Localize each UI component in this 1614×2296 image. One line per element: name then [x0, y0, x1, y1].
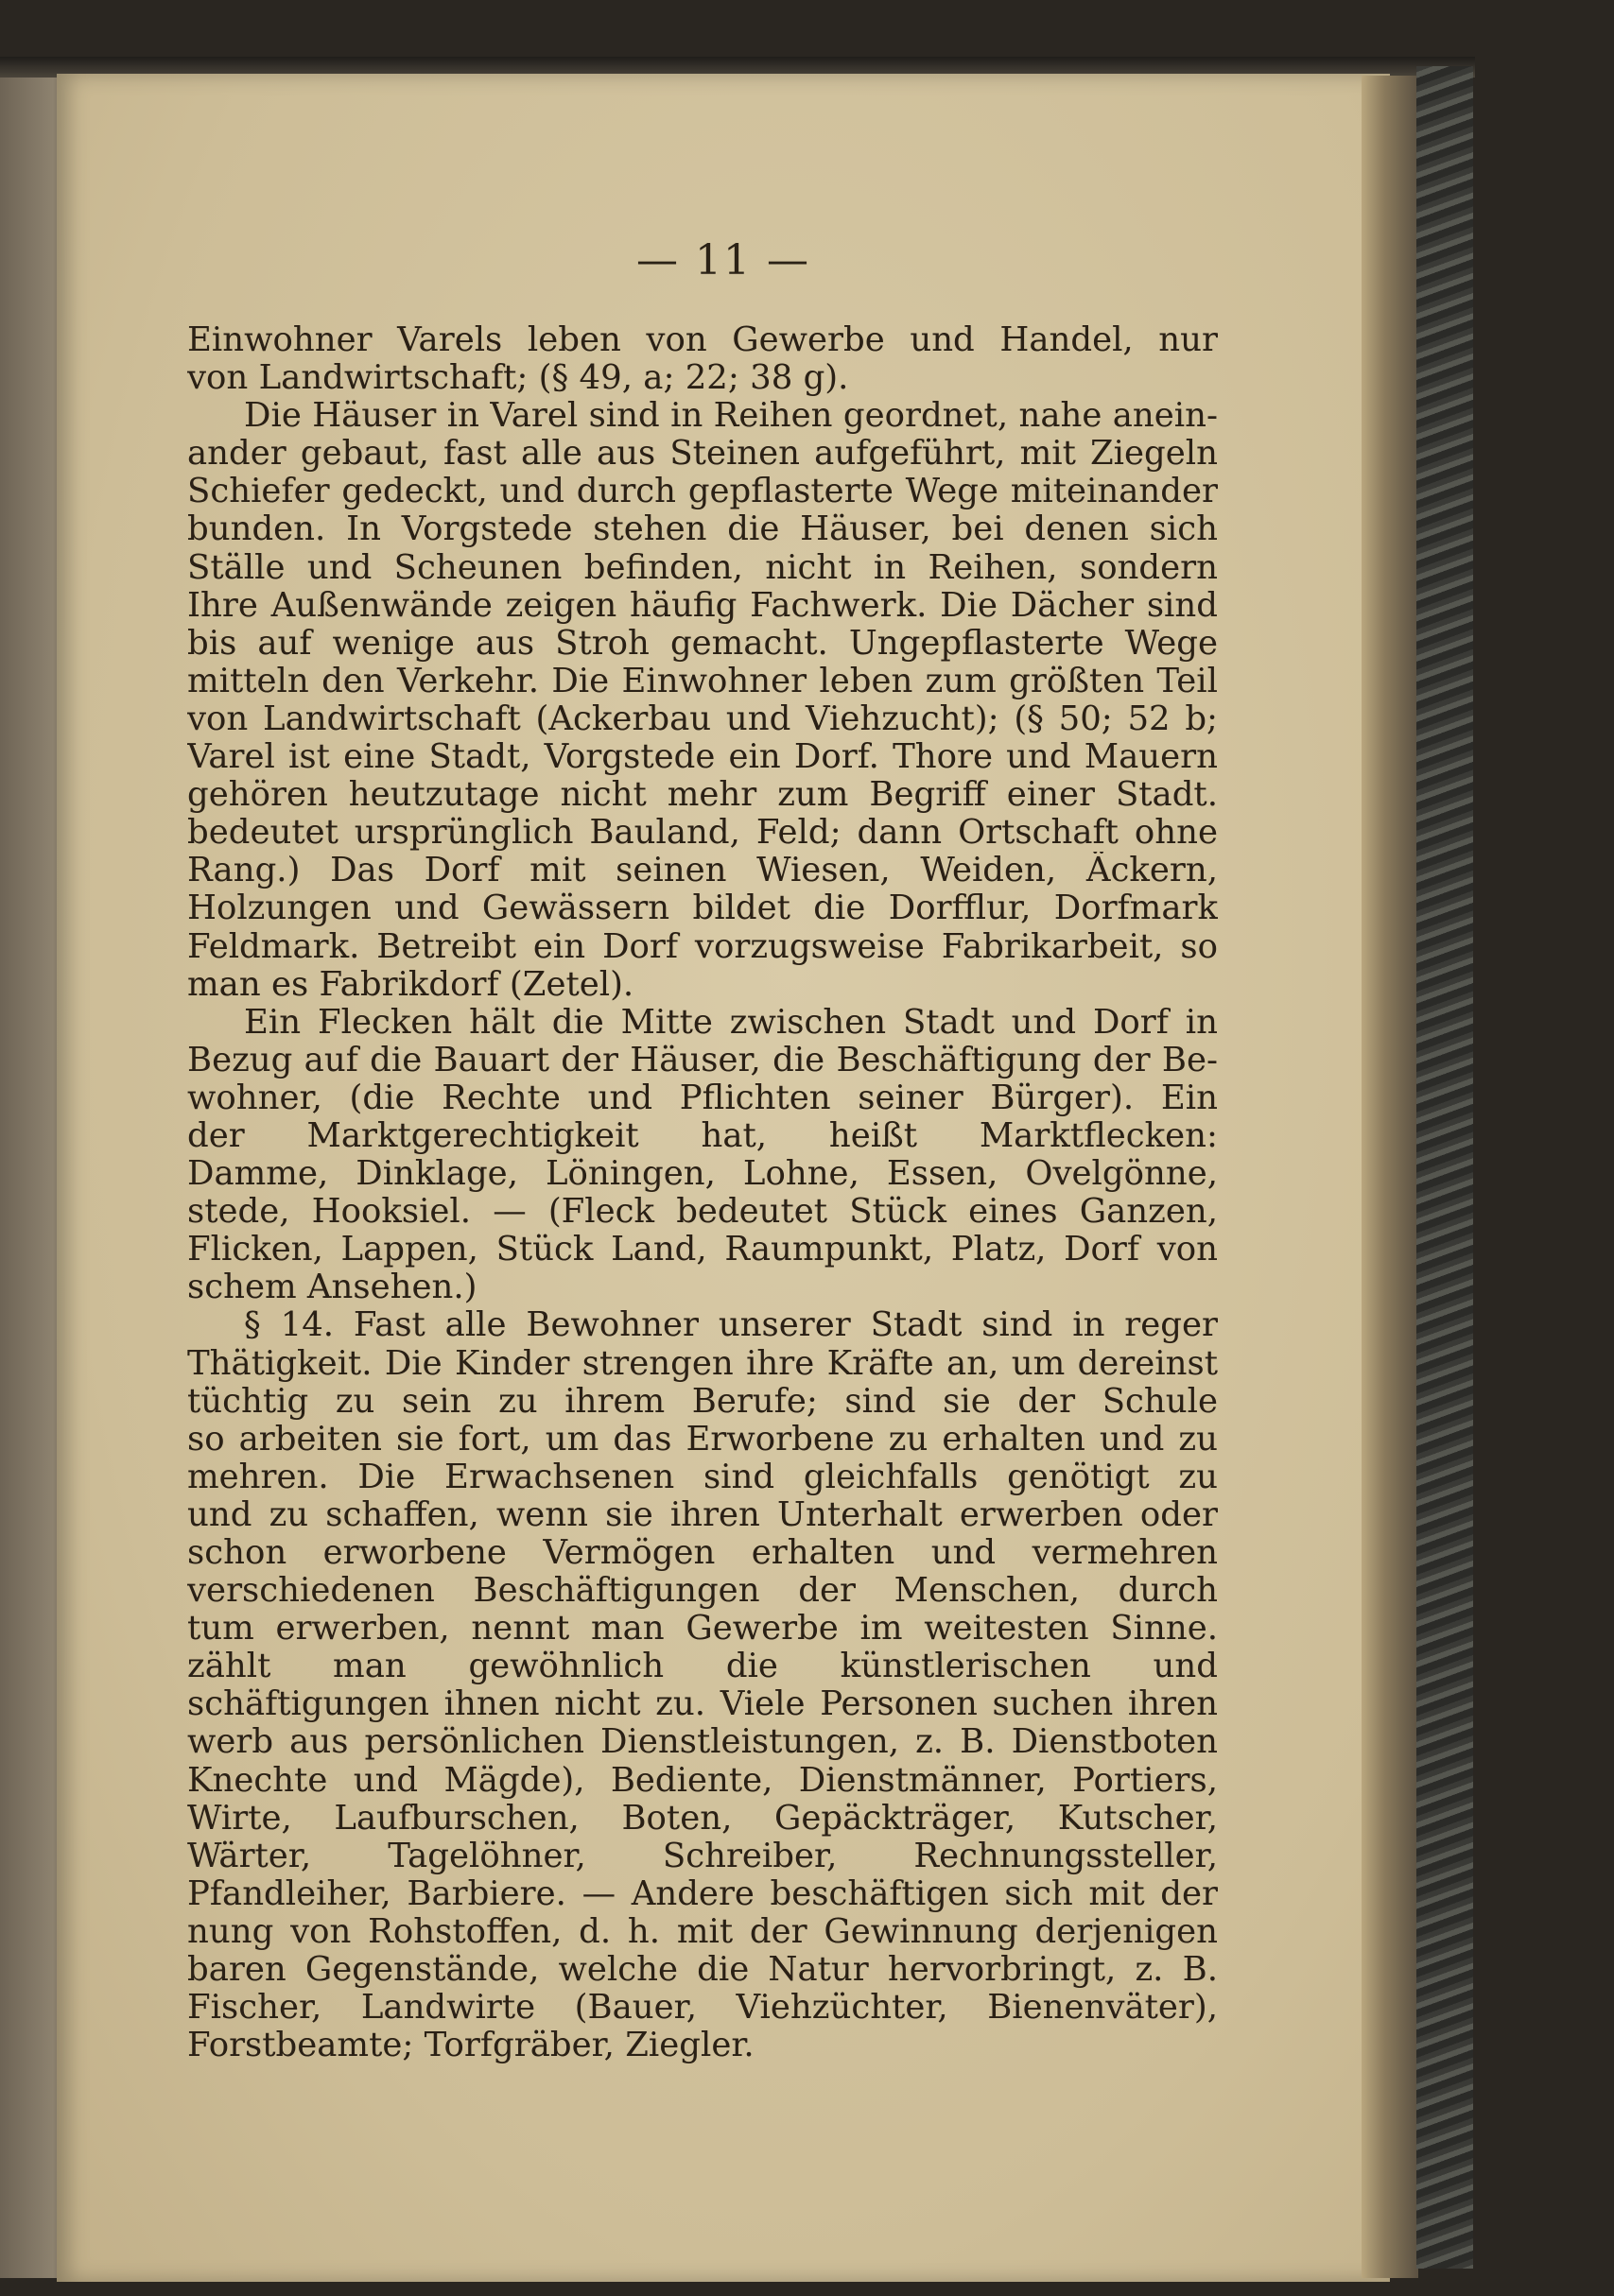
text-line: schon erworbene Vermögen erhalten und vermehren — [187, 1534, 1218, 1572]
text-line: von Landwirtschaft (Ackerbau und Viehzucht); (§ 50; 52 b; — [187, 699, 1218, 738]
book-binding — [1416, 66, 1473, 2269]
text-line: Wärter, Tagelöhner, Schreiber, Rechnungssteller, — [187, 1837, 1218, 1875]
text-line: § 14. Fast alle Bewohner unserer Stadt sind in reger — [244, 1306, 1218, 1345]
text-line: Knechte und Mägde), Bediente, Dienstmänner, Portiers, — [187, 1761, 1218, 1800]
text-line: ander gebaut, fast alle aus Steinen aufgeführt, mit Ziegeln — [187, 435, 1218, 474]
text-line: Thätigkeit. Die Kinder strengen ihre Kräfte an, um dereinst — [187, 1344, 1218, 1383]
text-line: stede, Hooksiel. — (Fleck bedeutet Stück eines Ganzen, — [187, 1193, 1218, 1232]
text-line: verschiedenen Beschäftigungen der Menschen, durch — [187, 1572, 1218, 1611]
text-line: Pfandleiher, Barbiere. — Andere beschäftigen sich mit der — [187, 1874, 1218, 1913]
text-line: und zu schaffen, wenn sie ihren Unterhalt erwerben oder — [187, 1495, 1218, 1534]
text-line: Ihre Außenwände zeigen häufig Fachwerk. Die Dächer sind — [187, 586, 1218, 625]
text-line: Ein Flecken hält die Mitte zwischen Stadt und Dorf in — [244, 1003, 1218, 1042]
text-line: schäftigungen ihnen nicht zu. Viele Personen suchen ihren — [187, 1685, 1218, 1724]
page-number: — 11 — — [636, 236, 810, 285]
text-line: Schiefer gedeckt, und durch gepflasterte Wege miteinander — [187, 473, 1218, 511]
text-line: tum erwerben, nennt man Gewerbe im weitesten Sinne. — [187, 1610, 1218, 1649]
body-text — [187, 321, 1218, 2064]
text-line: mehren. Die Erwachsenen sind gleichfalls genötigt zu — [187, 1458, 1218, 1496]
text-line: Einwohner Varels leben von Gewerbe und Handel, nur — [187, 321, 1218, 359]
text-line: bedeutet ursprünglich Bauland, Feld; dann Ortschaft ohne — [187, 814, 1218, 853]
text-line: der Marktgerechtigkeit hat, heißt Marktflecken: — [187, 1116, 1218, 1155]
text-line: Holzungen und Gewässern bildet die Dorfflur, Dorfmark — [187, 889, 1218, 928]
text-line: Forstbeamte; Torfgräber, Ziegler. — [187, 2027, 755, 2065]
text-line: gehören heutzutage nicht mehr zum Begriff einer Stadt. — [187, 776, 1218, 815]
text-line: bunden. In Vorgstede stehen die Häuser, bei denen sich — [187, 510, 1218, 549]
text-line: so arbeiten sie fort, um das Erworbene zu erhalten und zu — [187, 1420, 1218, 1459]
text-line: Ställe und Scheunen befinden, nicht in Reihen, sondern — [187, 548, 1218, 587]
text-line: werb aus persönlichen Dienstleistungen, z. B. Dienstboten — [187, 1723, 1218, 1762]
text-line: Bezug auf die Bauart der Häuser, die Beschäftigung der Be- — [187, 1041, 1218, 1079]
text-line: schem Ansehen.) — [187, 1269, 477, 1307]
text-line: Rang.) Das Dorf mit seinen Wiesen, Weiden, Äckern, — [187, 852, 1218, 890]
text-line: Die Häuser in Varel sind in Reihen geordnet, nahe anein- — [244, 397, 1218, 436]
text-line: Wirte, Laufburschen, Boten, Gepäckträger, Kutscher, — [187, 1799, 1218, 1838]
text-line: man es Fabrikdorf (Zetel). — [187, 965, 634, 1004]
text-line: Flicken, Lappen, Stück Land, Raumpunkt, Platz, Dorf von — [187, 1231, 1218, 1269]
text-line: von Landwirtschaft; (§ 49, a; 22; 38 g). — [187, 359, 849, 398]
text-line: mitteln den Verkehr. Die Einwohner leben zum größten Teil — [187, 662, 1218, 700]
text-line: zählt man gewöhnlich die künstlerischen und — [187, 1648, 1218, 1686]
text-line: Feldmark. Betreibt ein Dorf vorzugsweise Fabrikarbeit, so — [187, 927, 1218, 966]
book-page — [57, 74, 1390, 2282]
text-line: wohner, (die Rechte und Pflichten seiner Bürger). Ein — [187, 1079, 1218, 1117]
text-line: tüchtig zu sein zu ihrem Berufe; sind sie der Schule — [187, 1382, 1218, 1421]
text-line: Fischer, Landwirte (Bauer, Viehzüchter, Bienenväter), — [187, 1989, 1218, 2028]
page-fore-edge — [1362, 76, 1418, 2278]
text-line: baren Gegenstände, welche die Natur hervorbringt, z. B. — [187, 1951, 1218, 1990]
text-line: Damme, Dinklage, Löningen, Lohne, Essen, Ovelgönne, — [187, 1155, 1218, 1194]
text-line: Varel ist eine Stadt, Vorgstede ein Dorf. Thore und Mauern — [187, 738, 1218, 777]
text-line: bis auf wenige aus Stroh gemacht. Ungepflasterte Wege — [187, 624, 1218, 663]
text-line: nung von Rohstoffen, d. h. mit der Gewinnung derjenigen — [187, 1912, 1218, 1951]
